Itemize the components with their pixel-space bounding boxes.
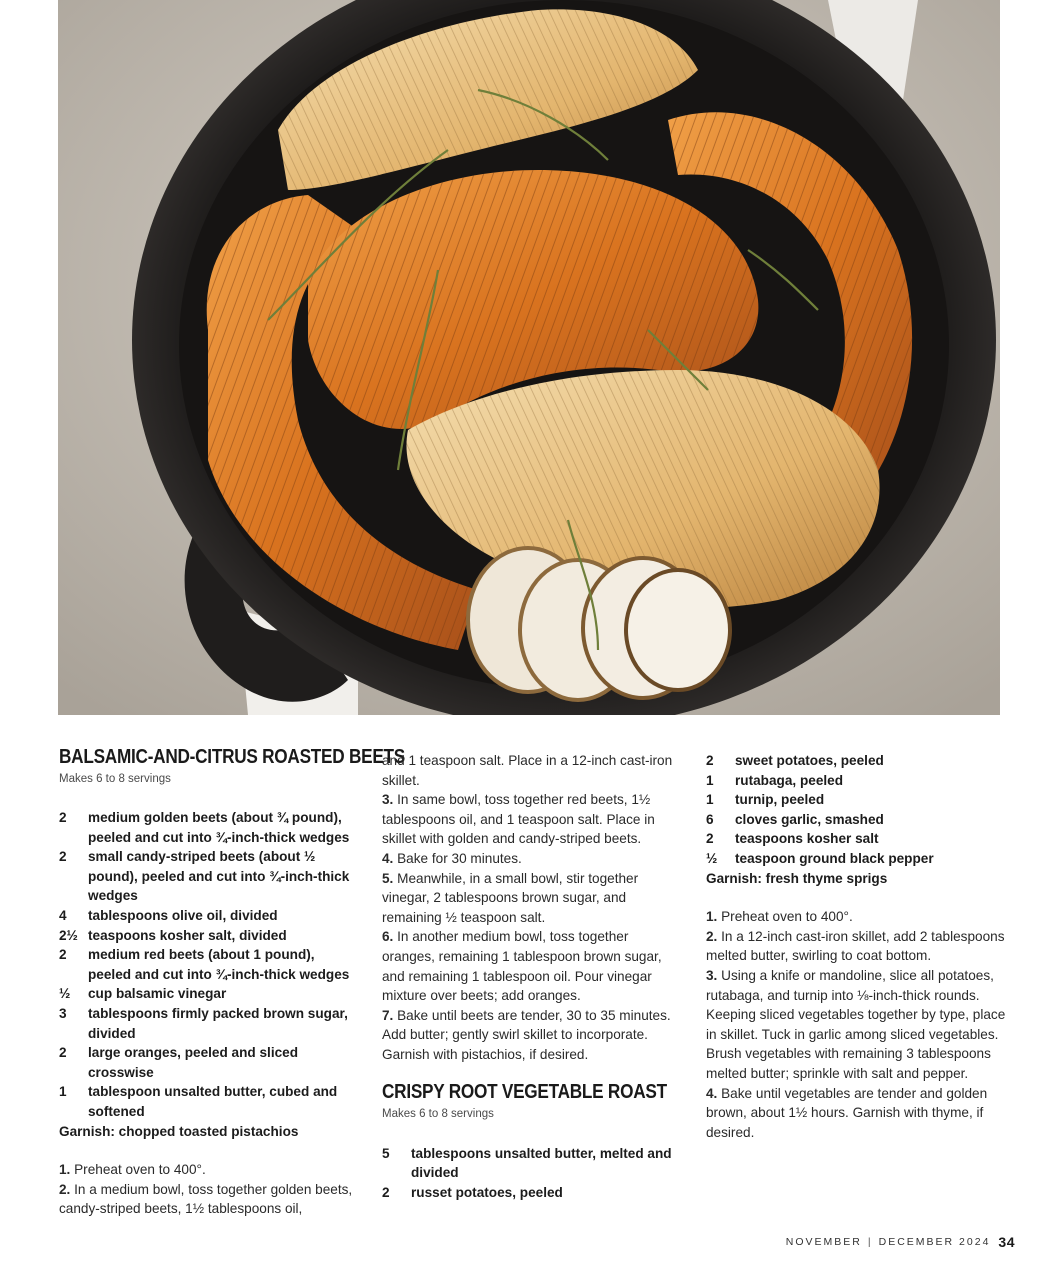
recipe2-ingredients-col3 [706,751,1006,869]
ingredient-qty: ½ [59,986,71,1002]
ingredient-qty: 5 [382,1145,390,1161]
step-text: In a 12-inch cast-iron skillet, add 2 tablespoons melted butter, swirling to coat bottom. [706,928,1005,964]
footer-month2: DECEMBER 2024 [878,1236,991,1248]
ingredient-qty: 2½ [59,927,78,943]
ingredient-qty: 6 [706,811,714,827]
ingredient [706,751,1006,771]
step [59,1180,359,1219]
step-number: 4. [382,850,394,866]
skillet-photo [58,0,1000,715]
step-number: 3. [382,792,394,808]
ingredient [382,1144,682,1183]
ingredient [59,808,359,847]
recipe1-servings: Makes 6 to 8 servings [59,773,171,785]
step-number: 2. [59,1181,71,1197]
column-1 [59,744,406,1219]
footer-month1: NOVEMBER [785,1236,862,1248]
ingredient-text: medium red beets (about 1 pound), peeled and cut into ¾-inch-thick wedges [88,947,350,982]
step-number: 1. [59,1162,71,1178]
ingredient [59,984,359,1004]
step-text: Preheat oven to 400°. [70,1162,206,1178]
step-text: Using a knife or mandoline, slice all potatoes, rutabaga, and turnip into ⅛-inch-thick rounds. Keeping sliced vegetables together by type, place in skillet. Tuck in garlic among sliced vegetables. Brush vegetables with remaining 3 tablespoons melted butter; sprinkle with salt and pepper. [706,967,1006,1081]
step-text: Preheat oven to 400°. [717,909,853,925]
step [706,1084,1006,1143]
recipe2-title: CRISPY ROOT VEGETABLE ROAST [382,1080,667,1103]
ingredient [706,771,1006,791]
ingredient-qty: 2 [706,831,714,847]
ingredient-text: cloves garlic, smashed [735,811,884,827]
recipe2-garnish: Garnish: fresh thyme sprigs [706,870,888,886]
ingredient-text: tablespoon unsalted butter, cubed and softened [88,1084,338,1119]
ingredient-text: turnip, peeled [735,792,825,808]
ingredient [706,810,1006,830]
ingredient-qty: 1 [706,772,714,788]
step-text: In same bowl, toss together red beets, 1½ tablespoons oil, and 1 teaspoon salt. Place in skillet with golden and candy-striped beets. [382,792,655,847]
step-number: 4. [706,1085,718,1101]
page-footer [786,1234,1015,1250]
ingredient [59,1082,359,1121]
ingredient-qty: 2 [59,810,67,825]
footer-separator: | [867,1236,873,1248]
step [706,927,1006,966]
step-text: In a medium bowl, toss together golden beets, candy-striped beets, 1½ tablespoons oil, [59,1181,353,1217]
ingredient-text: small candy-striped beets (about ½ pound), peeled and cut into ¾-inch-thick wedges [88,849,350,904]
step [706,966,1006,1084]
ingredient-qty: 2 [382,1184,390,1200]
ingredient-text: teaspoon ground black pepper [735,850,934,866]
ingredient-text: rutabaga, peeled [735,772,844,788]
step-text: Bake until vegetables are tender and golden brown, about 1½ hours. Garnish with thyme, if desired. [706,1085,988,1140]
step-number: 5. [382,870,394,886]
ingredient-text: large oranges, peeled and sliced crosswise [88,1045,299,1080]
ingredient [382,1183,682,1203]
roasted-vegetables-illustration [58,0,1000,715]
step [382,790,682,849]
step-number: 7. [382,1007,394,1023]
recipe1-title: BALSAMIC-AND-CITRUS ROASTED BEETS [59,746,406,768]
step-number: 6. [382,929,394,945]
step-text: Bake for 30 minutes. [393,850,522,866]
ingredient-text: teaspoons kosher salt [735,831,879,847]
step-number: 3. [706,967,718,983]
ingredient-text: cup balsamic vinegar [88,986,227,1002]
ingredient-text: medium golden beets (about ¾ pound), peeled and cut into ¾-inch-thick wedges [88,810,350,845]
column-2 [382,751,682,1202]
ingredient-qty: 2 [59,1045,67,1061]
step-2-continued: and 1 teaspoon salt. Place in a 12-inch cast-iron skillet. [382,753,673,788]
ingredient-qty: 4 [59,907,67,923]
ingredient-text: teaspoons kosher salt, divided [88,927,287,943]
recipe2-servings: Makes 6 to 8 servings [382,1107,494,1120]
ingredient [59,906,359,926]
ingredient-qty: ½ [706,850,718,866]
step [59,1160,359,1180]
ingredient-text: tablespoons olive oil, divided [88,907,278,923]
step [382,869,682,928]
ingredient [706,849,1006,869]
ingredient-text: tablespoons firmly packed brown sugar, divided [88,1005,348,1041]
recipe1-steps-col1 [59,1160,359,1219]
ingredient-text: russet potatoes, peeled [411,1184,563,1200]
ingredient-qty: 1 [59,1084,67,1100]
recipe2-ingredients-col2 [382,1144,682,1203]
recipe2-steps [706,907,1006,1142]
ingredient [59,1004,359,1043]
ingredient-qty: 2 [59,849,67,865]
ingredient-text: tablespoons unsalted butter, melted and divided [411,1145,672,1181]
ingredient-qty: 2 [59,947,67,963]
step [706,907,1006,927]
step [382,849,682,869]
ingredient [59,847,359,906]
ingredient [706,790,1006,810]
ingredient-qty: 2 [706,753,714,768]
ingredient-qty: 3 [59,1005,67,1021]
column-3 [706,751,1006,1142]
step [382,1006,682,1065]
ingredient [59,945,359,984]
step-text: In another medium bowl, toss together oranges, remaining 1 tablespoon brown sugar, and remaining 1 tablespoon oil. Pour vinegar mixture over beets; add oranges. [382,929,662,1004]
page-number: 34 [998,1234,1015,1250]
recipe1-garnish: Garnish: chopped toasted pistachios [59,1123,299,1139]
ingredient [706,829,1006,849]
step-number: 2. [706,928,718,944]
step-text: Bake until beets are tender, 30 to 35 minutes. Add butter; gently swirl skillet to incorporate. Garnish with pistachios, if desired. [382,1007,671,1062]
step-number: 1. [706,909,718,925]
ingredient-text: sweet potatoes, peeled [735,753,884,768]
recipe1-ingredients [59,808,359,1122]
ingredient [59,926,359,946]
step [382,927,682,1005]
ingredient-qty: 1 [706,792,714,808]
ingredient [59,1043,359,1082]
step-text: Meanwhile, in a small bowl, stir together vinegar, 2 tablespoons brown sugar, and remaining ½ teaspoon salt. [382,870,639,925]
